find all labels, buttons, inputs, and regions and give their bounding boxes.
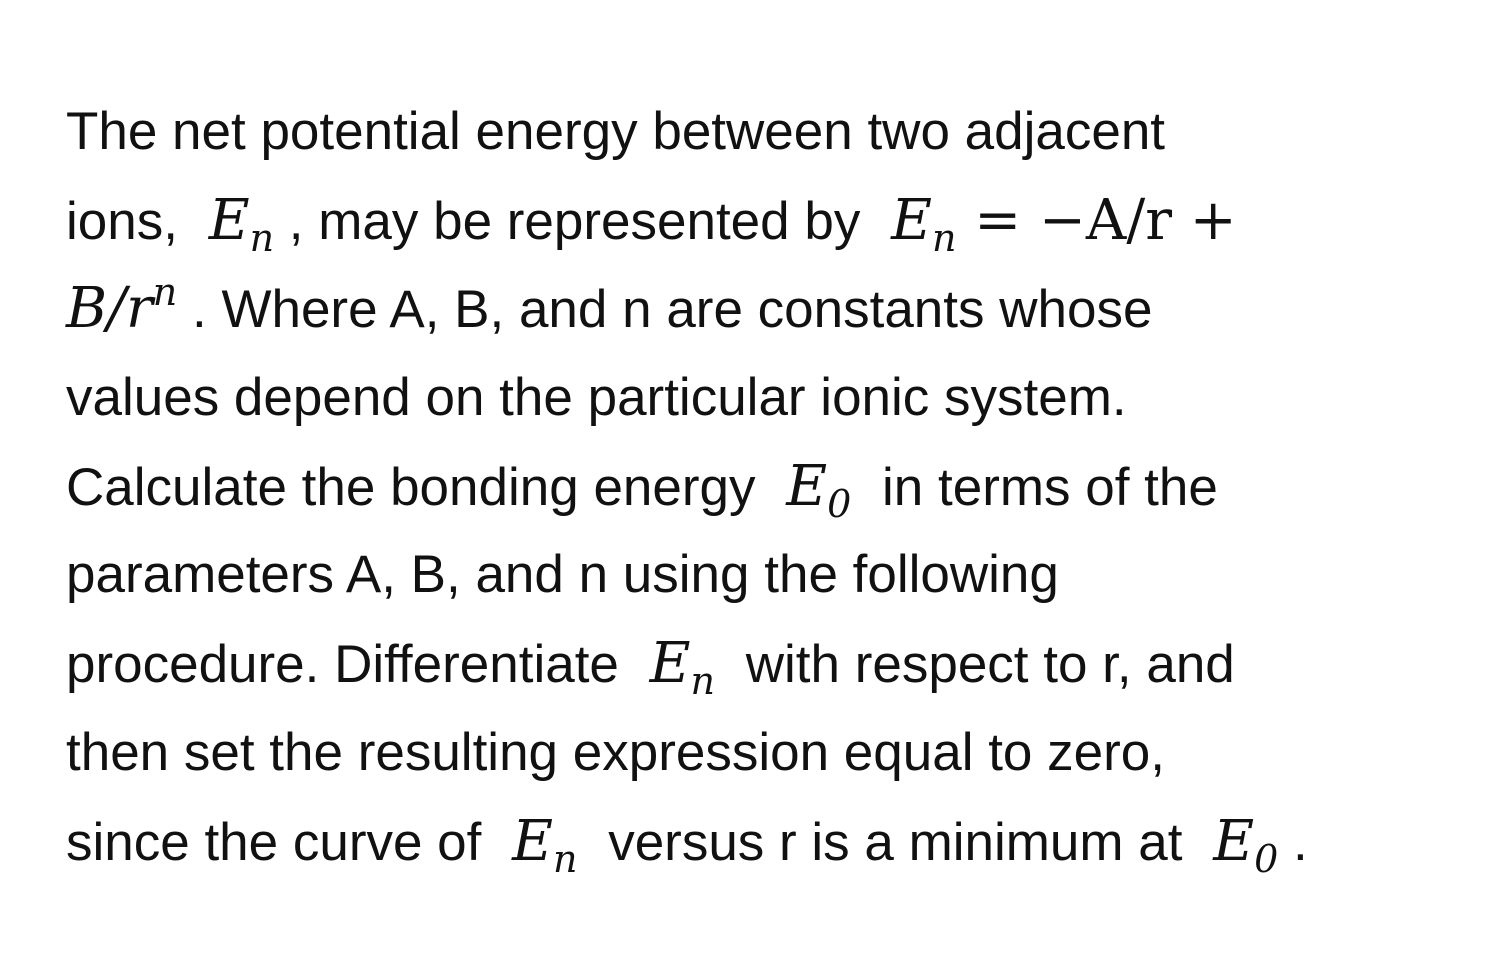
math-E-n: $E_n$	[649, 631, 716, 704]
math-equation-start: $E_n = -A/r$ +	[891, 187, 1237, 260]
text-run: .	[1278, 812, 1308, 872]
text-run: since the curve of	[66, 812, 497, 872]
text-run: ions,	[66, 191, 193, 251]
math-E-n: $E_n$	[512, 808, 578, 881]
text-line-1	[66, 88, 1456, 177]
text-run: procedure. Differentiate	[66, 635, 634, 695]
text-run: , may be represented by	[274, 191, 876, 251]
text-line-5	[66, 443, 1456, 532]
text-line-4	[66, 354, 1456, 443]
text-line-7	[66, 620, 1456, 709]
math-E-n: $E_n$	[208, 187, 275, 260]
text-run: in terms of the	[867, 457, 1218, 517]
text-run: . Where A, B, and n are constants whose	[177, 280, 1153, 340]
text-run: Calculate the bonding energy	[66, 457, 771, 517]
math-E-0: $E_0$	[786, 453, 852, 526]
text-line-3	[66, 265, 1456, 354]
text-line-8	[66, 709, 1456, 798]
text-run: values depend on the particular ionic system.	[66, 368, 1127, 428]
math-E-0: $E_0$	[1213, 808, 1279, 881]
text-line-6	[66, 531, 1456, 620]
text-run: with respect to r, and	[731, 635, 1235, 695]
text-run: versus r is a minimum at	[593, 812, 1198, 872]
text-run: The net potential energy between two adjacent	[66, 102, 1166, 161]
text-line-9	[66, 798, 1456, 887]
text-run: then set the resulting expression equal to zero,	[66, 722, 1165, 782]
text-run: parameters A, B, and n using the following	[66, 545, 1059, 605]
math-equation-end: $B/r^n$	[66, 270, 178, 342]
question-text	[66, 88, 1456, 886]
text-line-2	[66, 177, 1456, 266]
